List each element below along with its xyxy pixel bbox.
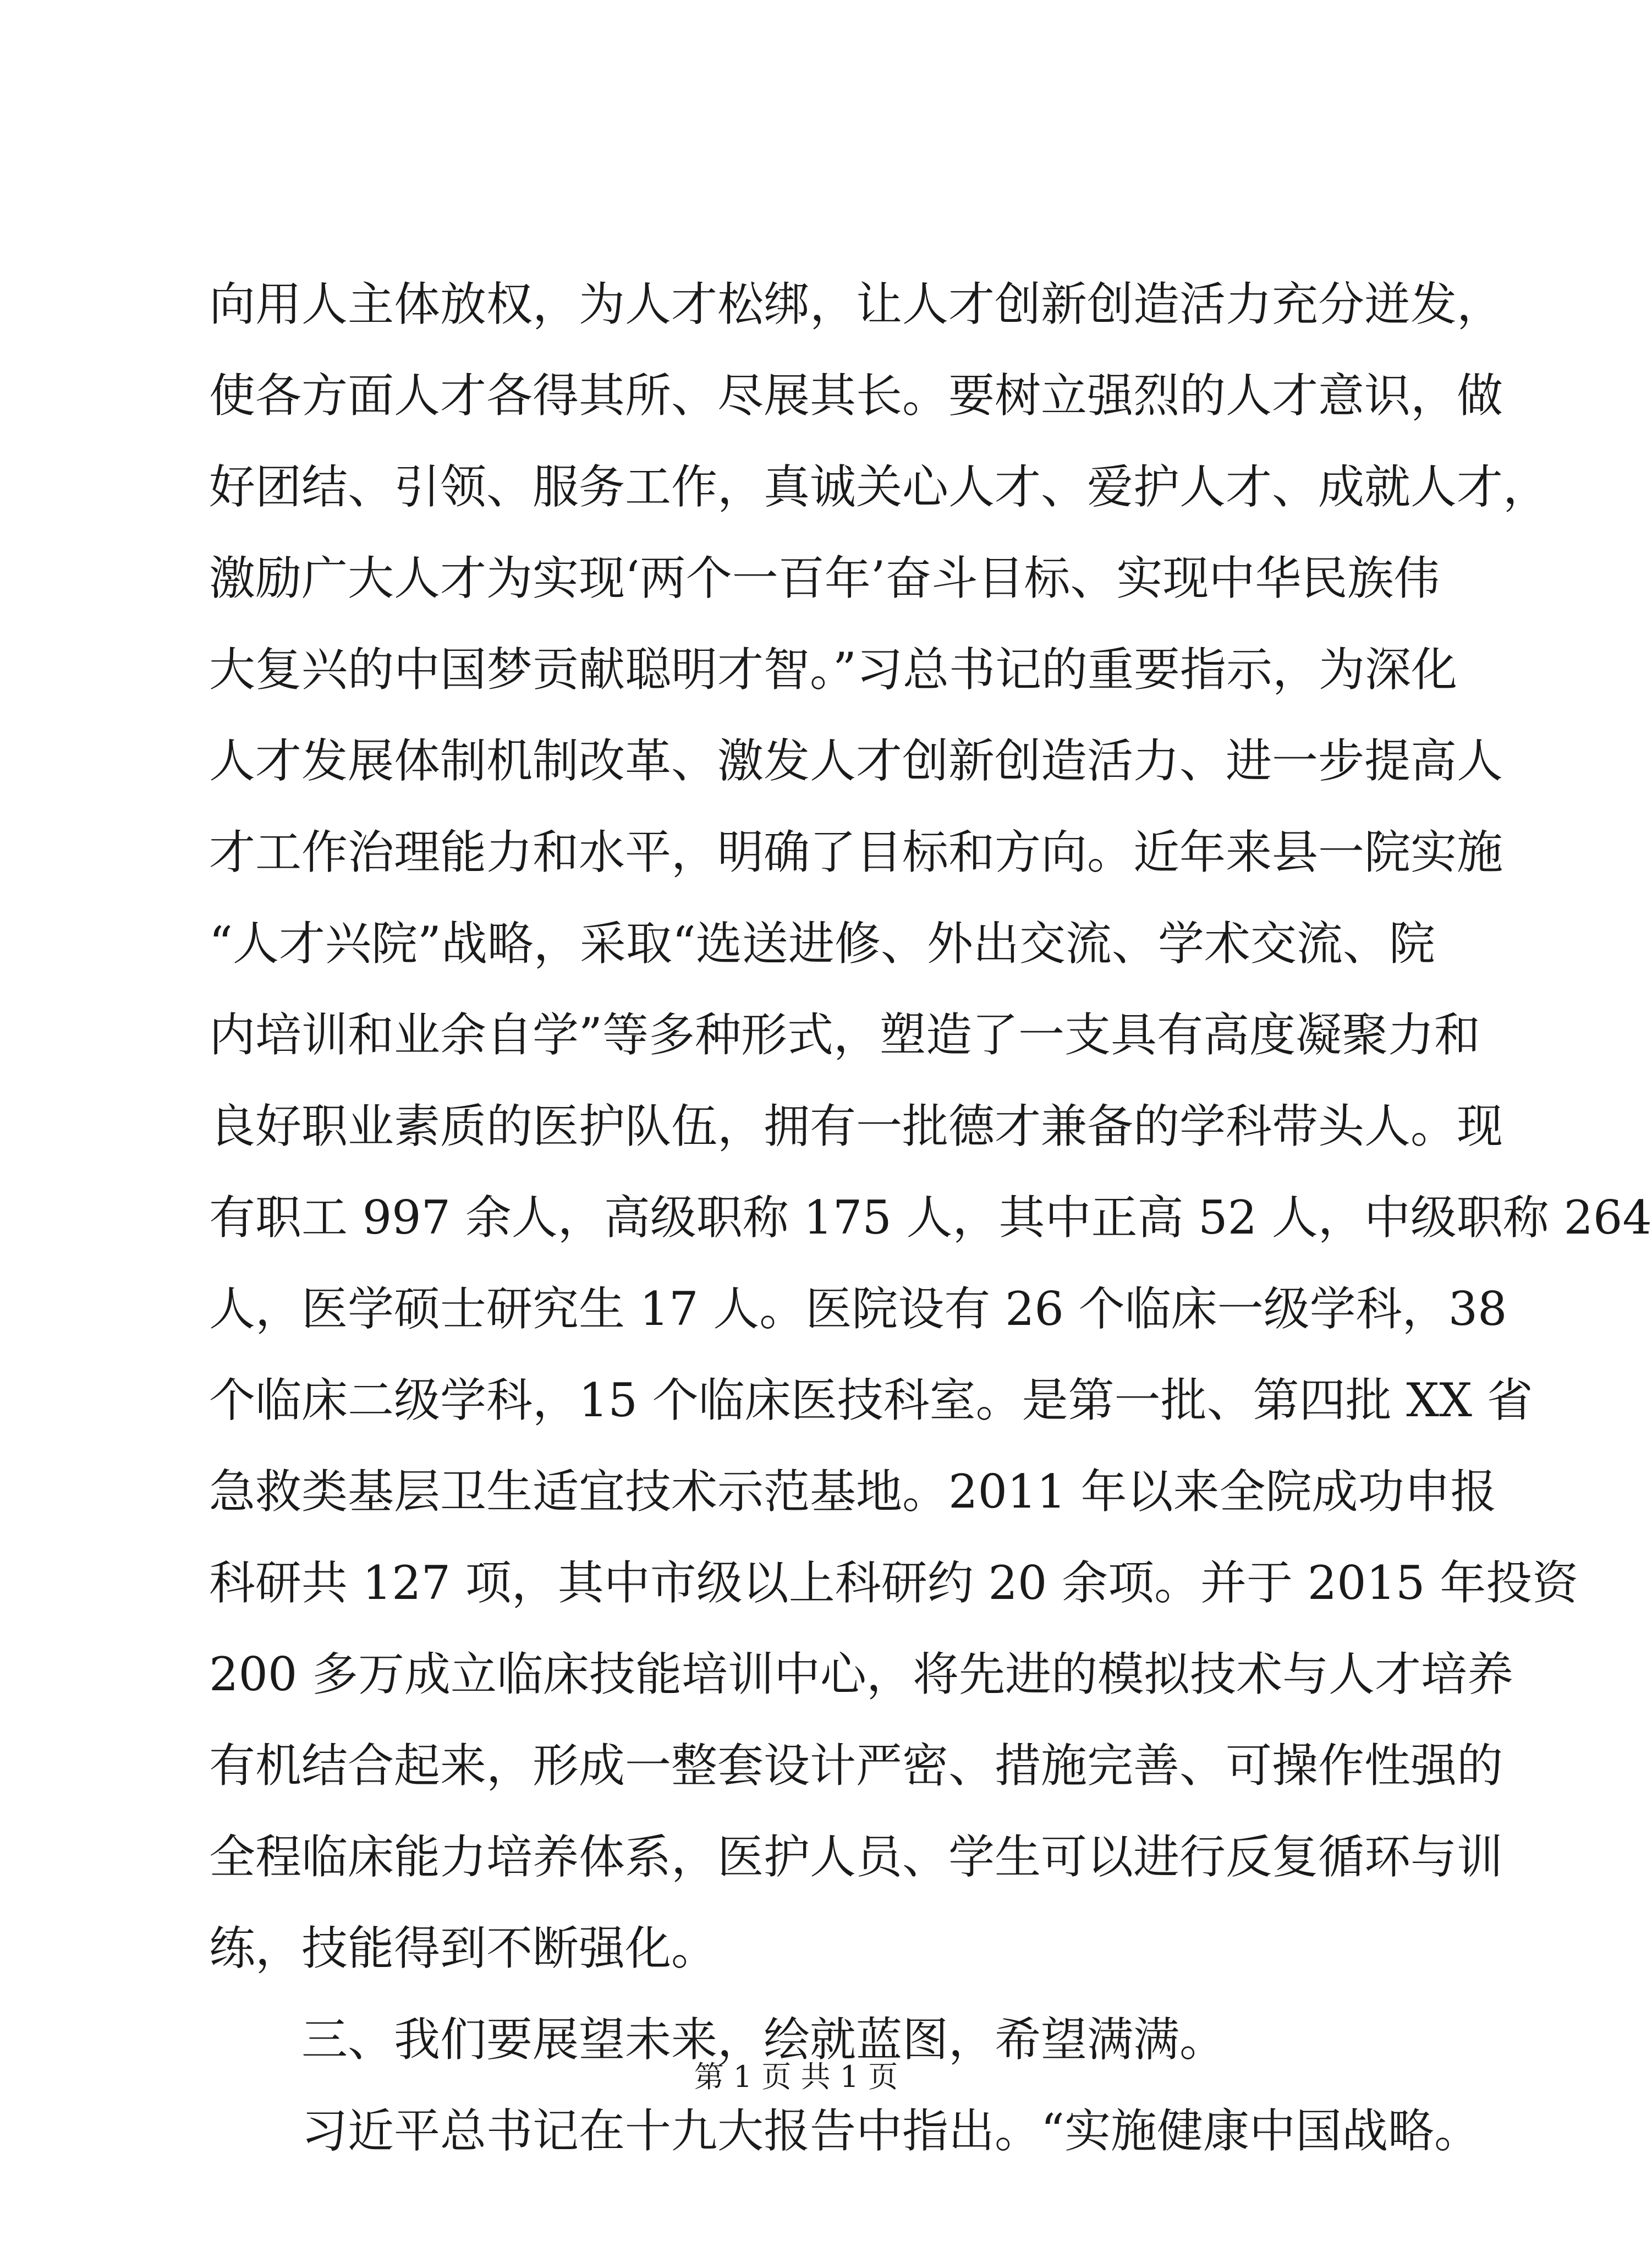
text-line: 好团结、引领、服务工作，真诚关心人才、爱护人才、成就人才，	[209, 460, 1550, 514]
text-line: 全程临床能力培养体系，医护人员、学生可以进行反复循环与训	[209, 1830, 1503, 1884]
text-line: 向用人主体放权，为人才松绑，让人才创新创造活力充分迸发，	[209, 277, 1503, 331]
text-line: 使各方面人才各得其所、尽展其长。要树立强烈的人才意识，做	[209, 369, 1503, 423]
body-text	[209, 259, 1652, 2177]
text-line: 人，医学硕士研究生 17 人。医院设有 26 个临床一级学科，38	[209, 1282, 1507, 1336]
paragraph-first-line: 习近平总书记在十九大报告中指出。“实施健康中国战略。	[301, 2104, 1480, 2158]
text-line: 才工作治理能力和水平，明确了目标和方向。近年来县一院实施	[209, 825, 1503, 879]
text-line: 练，技能得到不断强化。	[209, 1921, 718, 1975]
text-line: 有机结合起来，形成一整套设计严密、措施完善、可操作性强的	[209, 1739, 1503, 1793]
text-line: 急救类基层卫生适宜技术示范基地。2011 年以来全院成功申报	[209, 1465, 1497, 1519]
text-line: “人才兴院”战略，采取“选送进修、外出交流、学术交流、院	[209, 917, 1435, 971]
section-heading: 三、我们要展望未来，绘就蓝图，希望满满。	[301, 2013, 1226, 2067]
text-line: 有职工 997 余人，高级职称 175 人，其中正高 52 人，中级职称 264	[209, 1191, 1652, 1245]
text-line: 大复兴的中国梦贡献聪明才智。”习总书记的重要指示，为深化	[209, 643, 1457, 697]
text-line: 内培训和业余自学”等多种形式，塑造了一支具有高度凝聚力和	[209, 1008, 1480, 1062]
text-line: 良好职业素质的医护队伍，拥有一批德才兼备的学科带头人。现	[209, 1099, 1503, 1153]
text-line: 人才发展体制机制改革、激发人才创新创造活力、进一步提高人	[209, 734, 1503, 788]
page-footer	[0, 2058, 1592, 2096]
text-line: 个临床二级学科，15 个临床医技科室。是第一批、第四批 XX 省	[209, 1373, 1533, 1427]
text-line: 激励广大人才为实现‘两个一百年’奋斗目标、实现中华民族伟	[209, 551, 1440, 605]
page-number: 第 1 页 共 1 页	[694, 2059, 898, 2094]
text-line: 200 多万成立临床技能培训中心，将先进的模拟技术与人才培养	[209, 1647, 1514, 1701]
text-line: 科研共 127 项，其中市级以上科研约 20 余项。并于 2015 年投资	[209, 1556, 1579, 1610]
